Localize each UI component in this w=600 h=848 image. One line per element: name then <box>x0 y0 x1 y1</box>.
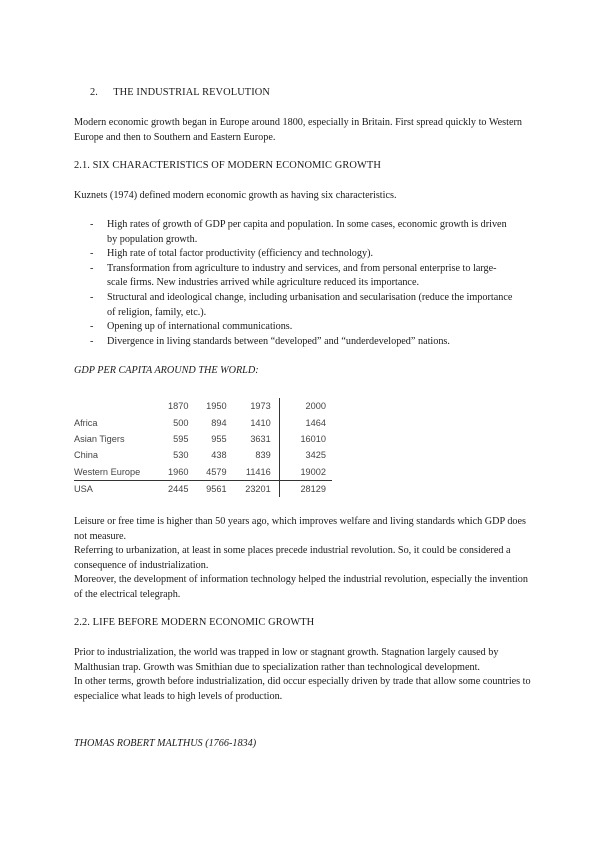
paragraph: Prior to industrialization, the world was trapped in low or stagnant growth. Stagnation largely caused by Malthusian trap. Growth was Smithian due to specialization rather than technological development. <box>74 647 499 673</box>
value-cell: 894 <box>211 417 227 428</box>
value-cell: 1410 <box>231 414 280 430</box>
list-item: - Opening up of international communications. <box>90 320 516 335</box>
year-header: 1870 <box>167 401 189 412</box>
value-cell: 3631 <box>231 431 280 447</box>
characteristics-list <box>90 218 516 349</box>
list-item: - Structural and ideological change, including urbanisation and secularisation (reduce the importance of religion, family, etc.). <box>90 291 516 320</box>
value-cell: 839 <box>231 447 280 463</box>
value-cell: 4579 <box>206 466 227 477</box>
list-item: - Transformation from agriculture to industry and services, and from personal enterprise to large-scale firms. New industries arrived while agriculture reduced its importance. <box>90 262 516 291</box>
value-cell: 1464 <box>305 417 326 428</box>
table-row <box>74 414 332 430</box>
paragraph: In other terms, growth before industrialization, did occur especially driven by trade that allow some countries to especialice what leads to high levels of production. <box>74 676 531 702</box>
intro-paragraph: Modern economic growth began in Europe around 1800, especially in Britain. First spread quickly to Western Europe and then to Southern and Eastern Europe. <box>74 117 522 143</box>
paragraph: Leisure or free time is higher than 50 years ago, which improves welfare and living standards which GDP does not measure. <box>74 516 526 542</box>
subsection-heading-2-2: 2.2. LIFE BEFORE MODERN ECONOMIC GROWTH <box>74 617 315 628</box>
value-cell: 28129 <box>279 480 332 497</box>
list-item: - High rates of growth of GDP per capita and population. In some cases, economic growth is driven by population growth. <box>90 218 516 247</box>
table-header-row <box>74 398 332 414</box>
paragraph: Referring to urbanization, at least in some places precede industrial revolution. So, it could be considered a consequence of industrialization. <box>74 545 511 571</box>
region-cell: Western Europe <box>74 466 141 477</box>
year-header: 1973 <box>231 398 280 414</box>
value-cell: 438 <box>211 450 227 461</box>
region-cell: China <box>74 450 99 461</box>
year-header: 1950 <box>206 401 227 412</box>
value-cell: 19002 <box>300 466 326 477</box>
table-row <box>74 464 332 481</box>
value-cell: 9561 <box>192 480 230 497</box>
value-cell: 3425 <box>305 450 326 461</box>
paragraph: Moreover, the development of information technology helped the industrial revolution, especially the invention of the electrical telegraph. <box>74 574 528 600</box>
region-cell: Africa <box>74 417 98 428</box>
list-item: - Divergence in living standards between “developed” and “underdeveloped” nations. <box>90 335 516 350</box>
section-2-2-text <box>74 646 534 704</box>
after-table-text <box>74 515 538 603</box>
table-row <box>74 447 332 463</box>
year-header: 2000 <box>305 401 326 412</box>
value-cell: 595 <box>173 433 189 444</box>
region-cell: USA <box>74 480 152 497</box>
value-cell: 11416 <box>231 464 280 481</box>
subsection-heading-2-1: 2.1. SIX CHARACTERISTICS OF MODERN ECONOMIC GROWTH <box>74 160 381 171</box>
value-cell: 500 <box>173 417 189 428</box>
list-item: - High rate of total factor productivity (efficiency and technology). <box>90 247 516 262</box>
value-cell: 16010 <box>300 433 326 444</box>
section-title: THE INDUSTRIAL REVOLUTION <box>113 87 271 98</box>
gdp-table <box>74 398 332 498</box>
table-row <box>74 431 332 447</box>
value-cell: 23201 <box>231 480 280 497</box>
region-cell: Asian Tigers <box>74 433 125 444</box>
table-caption: GDP PER CAPITA AROUND THE WORLD: <box>74 365 259 376</box>
section-number: 2. <box>90 87 98 98</box>
malthus-heading: THOMAS ROBERT MALTHUS (1766-1834) <box>74 738 257 749</box>
value-cell: 1960 <box>167 466 189 477</box>
section-heading <box>90 87 270 98</box>
table-row <box>74 480 332 497</box>
kuznets-lead: Kuznets (1974) defined modern economic growth as having six characteristics. <box>74 190 397 201</box>
value-cell: 2445 <box>152 480 192 497</box>
value-cell: 955 <box>211 433 227 444</box>
value-cell: 530 <box>173 450 189 461</box>
